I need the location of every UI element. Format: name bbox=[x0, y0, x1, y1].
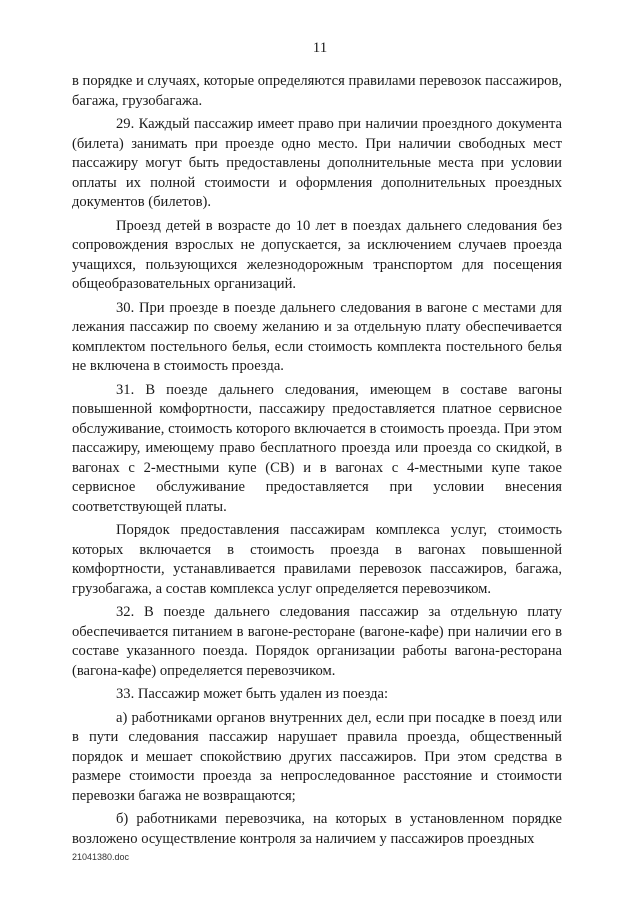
paragraph-children-travel: Проезд детей в возрасте до 10 лет в поездах дальнего следования без сопровождения взрослых не допускается, за исключением случаев проезда учащихся, пользующихся железнодорожным транспортом для посещения общеобразовательных организаций. bbox=[72, 217, 562, 292]
paragraph-31: 31. В поезде дальнего следования, имеющем в составе вагоны повышенной комфортности, пассажиру предоставляется платное сервисное обслуживание, стоимость которого включается в стоимость проезда. При этом пассажиру, имеющему право бесплатного проезда или проезда со скидкой, в вагонах с 2-местными купе (СВ) и в вагонах с 4-местными купе такое сервисное обслуживание предоставляется при условии внесения соответствующей платы. bbox=[72, 381, 562, 515]
paragraph-33-b: б) работниками перевозчика, на которых в установленном порядке возложено осуществление контроля за наличием у пассажиров проездных bbox=[72, 811, 562, 847]
paragraph-service-order: Порядок предоставления пассажирам комплекса услуг, стоимость которых включается в стоимость проезда в вагонах повышенной комфортности, устанавливается правилами перевозок пассажиров, багажа, грузобагажа, а состав комплекса услуг определяется перевозчиком. bbox=[72, 522, 562, 597]
paragraph-continuation: в порядке и случаях, которые определяются правилами перевозок пассажиров, багажа, грузобагажа. bbox=[72, 73, 562, 109]
page-number: 11 bbox=[312, 40, 328, 56]
paragraph-33: 33. Пассажир может быть удален из поезда: bbox=[116, 686, 389, 702]
paragraph-32: 32. В поезде дальнего следования пассажир за отдельную плату обеспечивается питанием в вагоне-ресторане (вагоне-кафе) при наличии его в составе указанного поезда. Порядок организации работы вагона-ресторана (вагона-кафе) определяется перевозчиком. bbox=[72, 604, 562, 679]
file-name-footer: 21041380.doc bbox=[72, 852, 130, 862]
paragraph-29: 29. Каждый пассажир имеет право при наличии проездного документа (билета) занимать при проезде одно место. При наличии свободных мест пассажиру могут быть предоставлены дополнительные места при условии оплаты их полной стоимости и оформления дополнительных проездных документов (билетов). bbox=[72, 116, 562, 210]
paragraph-33-a: а) работниками органов внутренних дел, если при посадке в поезд или в пути следования пассажир нарушает правила проезда, общественный порядок и мешает спокойствию других пассажиров. При этом средства в размере стоимости проезда за непроследованное расстояние и стоимости перевозки багажа не возвращаются; bbox=[72, 709, 562, 804]
document-body bbox=[72, 72, 562, 853]
paragraph-30: 30. При проезде в поезде дальнего следования в вагоне с местами для лежания пассажир по своему желанию и за отдельную плату обеспечивается комплектом постельного белья, если стоимость комплекта постельного белья не включена в стоимость проезда. bbox=[72, 299, 562, 374]
